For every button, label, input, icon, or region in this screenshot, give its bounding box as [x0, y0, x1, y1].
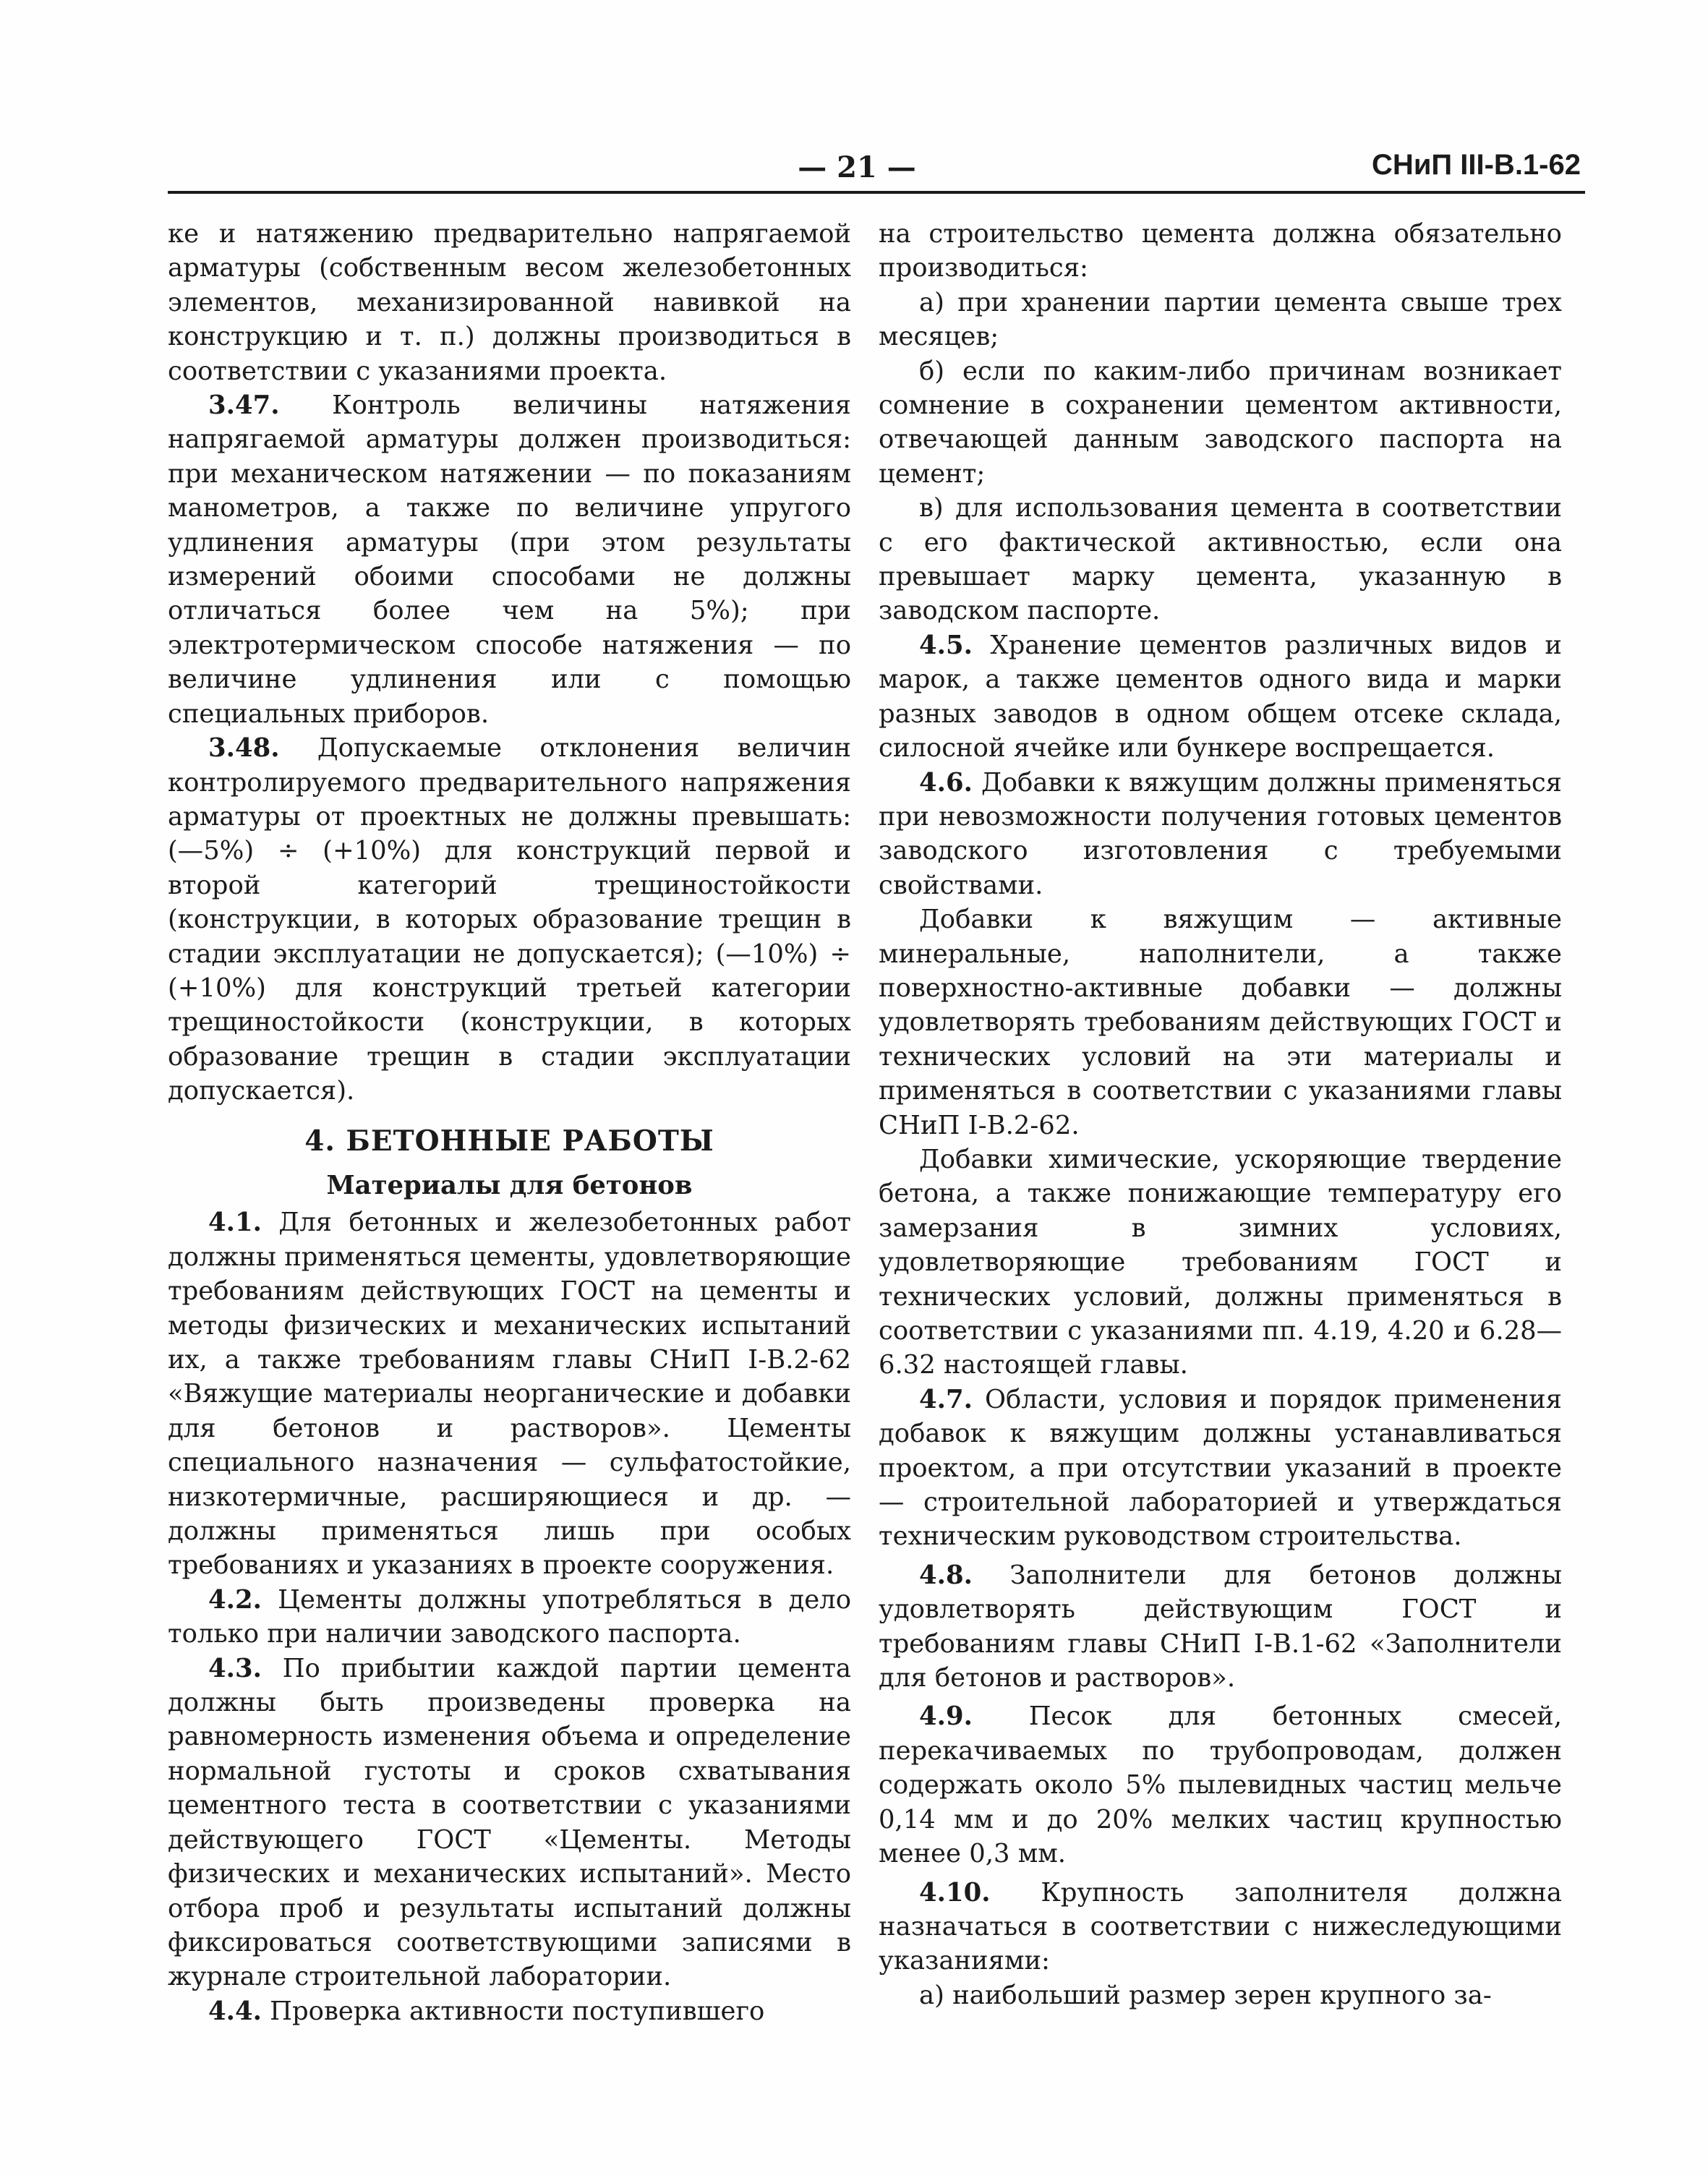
clause-number: 4.8. [919, 1560, 973, 1590]
clause-4-3 [168, 1652, 851, 1994]
section-title: 4. БЕТОННЫЕ РАБОТЫ [304, 1124, 714, 1158]
subsection-title: Материалы для бетонов [326, 1170, 693, 1200]
clause-number: 4.1. [208, 1208, 262, 1238]
clause-number: 4.3. [208, 1653, 262, 1683]
header-rule [168, 191, 1585, 194]
clause-number: 3.48. [208, 733, 280, 764]
clause-4-1 [168, 1205, 851, 1582]
clause-4-6-chemical: Добавки химические, ускоряющие твердение бетона, а также понижающие температуру его замерзания в зимних условиях, удовлетворяющие требованиям ГОСТ и технических условий, должны применяться в соответствии с указаниями пп. 4.19, 4.20 и 6.28—6.32 настоящей главы. [879, 1144, 1562, 1380]
clause-4-2 [168, 1583, 851, 1652]
clause-4-4 [168, 1994, 851, 2028]
clause-4-7 [879, 1383, 1562, 1554]
clause-3-48 [168, 731, 851, 1108]
clause-4-8 [879, 1558, 1562, 1696]
clause-text: Области, условия и порядок применения добавок к вяжущим должны устанавливаться проектом, а при отсутствии указаний в проекте — строительной лабораторией и утверждаться техническим руководством строительства. [879, 1384, 1562, 1552]
page-number: — 21 — [798, 150, 916, 184]
clause-number: 4.4. [208, 1996, 262, 2026]
right-column [879, 217, 1562, 2133]
clause-number: 4.10. [919, 1877, 991, 1908]
clause-number: 4.5. [919, 630, 973, 660]
paragraph-continued: ке и натяжению предварительно напрягаемой арматуры (собственным весом железобетонных элементов, механизированной навивкой на конструкцию и т. п.) должны производиться в соответствии с указаниями проекта. [168, 219, 851, 386]
clause-3-47 [168, 388, 851, 731]
clause-text: Песок для бетонных смесей, перекачиваемых по трубопроводам, должен содержать около 5% пылевидных частиц мельче 0,14 мм и до 20% мелких частиц крупностью менее 0,3 мм. [879, 1701, 1562, 1869]
clause-number: 3.47. [208, 390, 280, 421]
clause-text: Для бетонных и железобетонных работ должны применяться цементы, удовлетворяющие требованиям действующих ГОСТ на цементы и методы физических и механических испытаний их, а также требованиям главы СНиП I-В.2-62 «Вяжущие материалы неорганические и добавки для бетонов и растворов». Цементы специального назначения — сульфатостойкие, низкотермичные, расширяющиеся и др. — должны применяться лишь при особых требованиях и указаниях в проекте сооружения. [168, 1208, 851, 1581]
clause-number: 4.7. [919, 1384, 973, 1414]
clause-text: По прибытии каждой партии цемента должны быть произведены проверка на равномерность изменения объема и определение нормальной густоты и сроков схватывания цементного теста в соответствии с указаниями действующего ГОСТ «Цементы. Методы физических и механических испытаний». Место отбора проб и результаты испытаний должны фиксироваться соответствующими записями в журнале строительной лаборатории. [168, 1653, 851, 1992]
document-code: СНиП III-В.1-62 [1372, 149, 1581, 181]
clause-text: Допускаемые отклонения величин контролируемого предварительного напряжения арматуры от проектных не должны превышать: (—5%) ÷ (+10%) для конструкций первой и второй категорий трещиностойкости (конструкции, в которых образование трещин в стадии эксплуатации не допускается); (—10%) ÷ (+10%) для конструкций третьей категории трещиностойкости (конструкции, в которых образование трещин в стадии эксплуатации допускается). [168, 733, 851, 1106]
clause-4-6-additives: Добавки к вяжущим — активные минеральные, наполнители, а также поверхностно-активные добавки — должны удовлетворять требованиям действующих ГОСТ и технических условий на эти материалы и применяться в соответствии с указаниями главы СНиП I-В.2-62. [879, 905, 1562, 1140]
list-item-v: в) для использования цемента в соответствии с его фактической активностью, если она превышает марку цемента, указанную в заводском паспорте. [879, 493, 1562, 626]
clause-4-9 [879, 1699, 1562, 1871]
clause-4-10 [879, 1876, 1562, 1978]
clause-text: Крупность заполнителя должна назначаться в соответствии с нижеследующими указаниями: [879, 1877, 1562, 1976]
clause-number: 4.6. [919, 767, 973, 798]
clause-text: Хранение цементов различных видов и марок, а также цементов одного вида и марки разных заводов в одном общем отсеке склада, силосной ячейке или бункере воспрещается. [879, 630, 1562, 764]
list-item-b: б) если по каким-либо причинам возникает сомнение в сохранении цементом активности, отвечающей данным заводского паспорта на цемент; [879, 356, 1562, 489]
left-column [168, 217, 851, 2133]
clause-number: 4.2. [208, 1584, 262, 1615]
clause-number: 4.9. [919, 1701, 973, 1732]
clause-text: Цементы должны употребляться в дело только при наличии заводского паспорта. [168, 1584, 851, 1649]
list-item-a-continued: а) наибольший размер зерен крупного за- [919, 1980, 1492, 2010]
paragraph-continued: на строительство цемента должна обязательно производиться: [879, 219, 1562, 283]
clause-4-6 [879, 766, 1562, 903]
clause-text: Заполнители для бетонов должны удовлетворять действующим ГОСТ и требованиям главы СНиП I-В.1-62 «Заполнители для бетонов и растворов». [879, 1560, 1562, 1694]
clause-text: Контроль величины натяжения напрягаемой арматуры должен производиться: при механическом натяжении — по показаниям манометров, а также по величине упругого удлинения арматуры (при этом результаты измерений обоими способами не должны отличаться более чем на 5%); при электротермическом способе натяжения — по величине удлинения или с помощью специальных приборов. [168, 390, 851, 729]
clause-4-5 [879, 628, 1562, 766]
list-item-a: а) при хранении партии цемента свыше трех месяцев; [879, 287, 1562, 352]
clause-text: Добавки к вяжущим должны применяться при невозможности получения готовых цементов заводского изготовления с требуемыми свойствами. [879, 767, 1562, 900]
clause-text: Проверка активности поступившего [270, 1996, 765, 2026]
